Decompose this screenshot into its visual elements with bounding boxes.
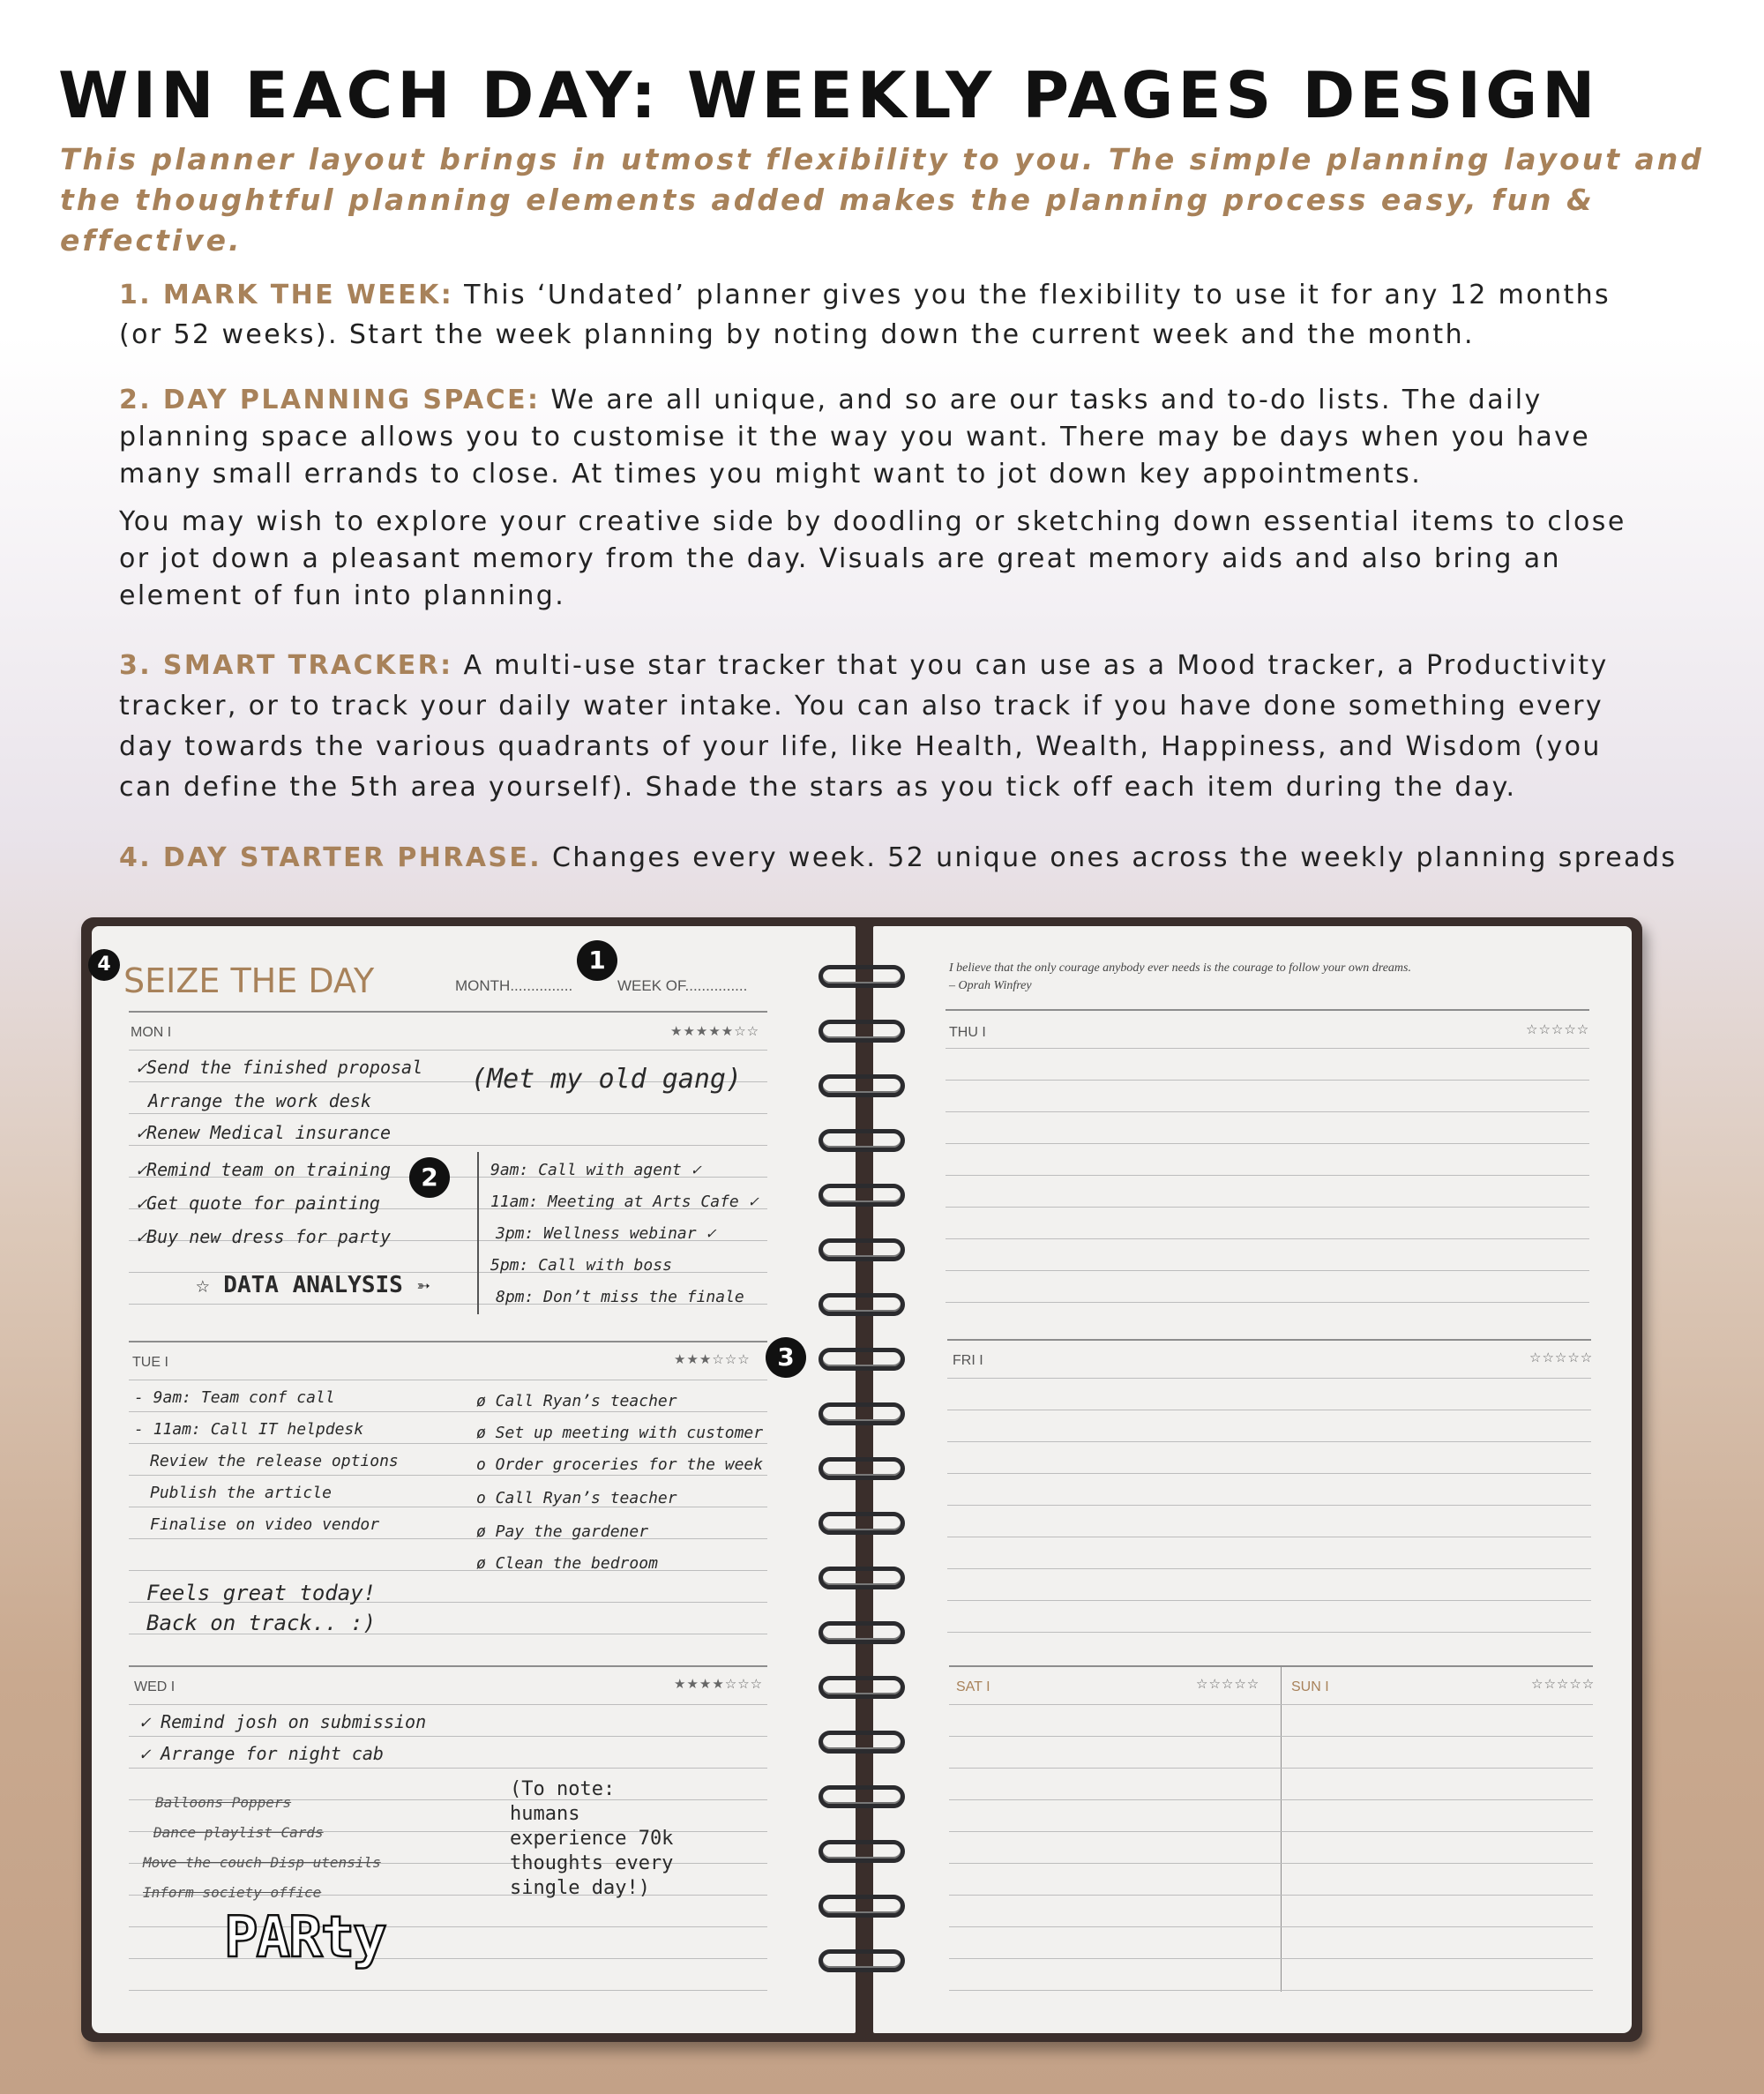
planner-right-page bbox=[873, 926, 1632, 2033]
week-of-label: WEEK OF............... bbox=[617, 977, 748, 994]
day-label-sun: SUN I bbox=[1291, 1679, 1329, 1694]
feature-day-planning-space bbox=[119, 382, 1645, 615]
star-tracker-fri[interactable]: ☆☆☆☆☆ bbox=[1529, 1350, 1594, 1365]
task-mon-6: ✓Buy new dress for party bbox=[136, 1226, 391, 1247]
task-tue-4: Publish the article bbox=[150, 1484, 332, 1502]
appt-mon-2: 11am: Meeting at Arts Cafe ✓ bbox=[490, 1193, 759, 1211]
planner-left-page bbox=[92, 926, 856, 2033]
quote-text: I believe that the only courage anybody ever needs is the courage to follow your own dreams. bbox=[949, 961, 1411, 975]
star-tracker-mon[interactable]: ★★★★★☆☆ bbox=[670, 1023, 760, 1039]
todo-tue-3: o Order groceries for the week bbox=[476, 1455, 764, 1474]
note-mon: (Met my old gang) bbox=[471, 1064, 743, 1095]
page-title: WIN EACH DAY: WEEKLY PAGES DESIGN bbox=[58, 58, 1600, 132]
task-tue-2: - 11am: Call IT helpdesk bbox=[134, 1420, 364, 1439]
task-mon-1: ✓Send the finished proposal bbox=[136, 1057, 423, 1078]
day-label-mon: MON I bbox=[131, 1025, 172, 1040]
planner-heading: SEIZE THE DAY bbox=[123, 961, 375, 1000]
feature-mark-the-week bbox=[119, 275, 1645, 355]
badge-2: 2 bbox=[409, 1157, 450, 1198]
day-label-tue: TUE I bbox=[132, 1355, 168, 1370]
todo-tue-4: o Call Ryan’s teacher bbox=[476, 1489, 677, 1507]
note-wed-5: single day!) bbox=[510, 1877, 650, 1899]
note-tue-2: Back on track.. :) bbox=[146, 1611, 377, 1635]
feature-text: A multi-use star tracker that you can use as a Mood tracker, a Productivity tracker, or to track your daily water intake. You can also track if you have done something every day towards the various quadrants of your life, like Health, Wealth, Happiness, and Wisdom (you can define the 5th area yourself). Shade the stars as you tick off each item during the day. bbox=[119, 650, 1609, 803]
star-tracker-wed[interactable]: ★★★★☆☆☆ bbox=[674, 1676, 764, 1692]
day-label-fri: FRI I bbox=[953, 1353, 983, 1368]
task-mon-5: ✓Get quote for painting bbox=[136, 1193, 380, 1214]
quote-author: – Oprah Winfrey bbox=[949, 979, 1032, 992]
note-tue-1: Feels great today! bbox=[146, 1581, 377, 1605]
day-label-wed: WED I bbox=[134, 1679, 176, 1694]
badge-1: 1 bbox=[577, 940, 617, 981]
struck-wed-1: Balloons Poppers bbox=[155, 1794, 292, 1811]
feature-text: Changes every week. 52 unique ones across the weekly planning spreads bbox=[552, 842, 1678, 873]
task-mon-2: Arrange the work desk bbox=[148, 1090, 371, 1111]
feature-text: We are all unique, and so are our tasks and to-do lists. The daily planning space allows you to customise it the way you want. There may be days when you have many small errands to close. At times you might want to jot down key appointments. bbox=[119, 385, 1591, 490]
badge-3: 3 bbox=[766, 1337, 806, 1378]
badge-4: 4 bbox=[88, 949, 120, 981]
todo-tue-6: ø Clean the bedroom bbox=[476, 1554, 658, 1573]
month-label: MONTH............... bbox=[455, 977, 573, 994]
feature-label: 3. SMART TRACKER: bbox=[119, 650, 453, 681]
todo-tue-2: ø Set up meeting with customer bbox=[476, 1424, 764, 1442]
appt-mon-4: 5pm: Call with boss bbox=[490, 1256, 672, 1275]
task-mon-3: ✓Renew Medical insurance bbox=[136, 1122, 391, 1143]
task-tue-5: Finalise on video vendor bbox=[150, 1515, 380, 1534]
feature-label: 4. DAY STARTER PHRASE. bbox=[119, 842, 542, 873]
day-label-thu: THU I bbox=[949, 1025, 986, 1040]
todo-tue-1: ø Call Ryan’s teacher bbox=[476, 1392, 677, 1410]
note-wed-3: experience 70k bbox=[510, 1828, 674, 1850]
spiral-binding bbox=[818, 961, 916, 2002]
star-tracker-sat[interactable]: ☆☆☆☆☆ bbox=[1196, 1676, 1260, 1692]
appt-mon-3: 3pm: Wellness webinar ✓ bbox=[496, 1224, 716, 1243]
page-subtitle: This planner layout brings in utmost flexibility to you. The simple planning layout and the thoughtful planning elements added makes the planning process easy, fun & effective. bbox=[60, 142, 1704, 258]
appt-mon-1: 9am: Call with agent ✓ bbox=[490, 1161, 701, 1179]
divider bbox=[129, 1011, 767, 1013]
feature-text-2: You may wish to explore your creative side by doodling or sketching down essential items to close or jot down a pleasant memory from the day. Visuals are great memory aids and also bring an element of fun into planning. bbox=[119, 506, 1626, 611]
task-wed-2: ✓ Arrange for night cab bbox=[139, 1743, 384, 1764]
appt-mon-5: 8pm: Don’t miss the finale bbox=[496, 1288, 744, 1306]
doodle-data-analysis: ☆ DATA ANALYSIS ➳ bbox=[196, 1272, 431, 1298]
task-mon-4: ✓Remind team on training bbox=[136, 1159, 391, 1180]
feature-smart-tracker bbox=[119, 646, 1645, 808]
struck-wed-3: Move the couch Disp utensils bbox=[143, 1854, 381, 1871]
star-tracker-thu[interactable]: ☆☆☆☆☆ bbox=[1526, 1021, 1590, 1037]
feature-label: 2. DAY PLANNING SPACE: bbox=[119, 385, 541, 415]
struck-wed-4: Inform society office bbox=[143, 1884, 322, 1901]
task-wed-1: ✓ Remind josh on submission bbox=[139, 1711, 427, 1732]
note-wed-4: thoughts every bbox=[510, 1852, 674, 1874]
task-tue-1: - 9am: Team conf call bbox=[134, 1388, 335, 1407]
sat-sun-divider bbox=[1281, 1665, 1282, 1992]
note-wed-2: humans bbox=[510, 1803, 580, 1825]
struck-wed-2: Dance playlist Cards bbox=[153, 1824, 324, 1841]
appointment-divider bbox=[477, 1152, 479, 1314]
feature-day-starter bbox=[119, 838, 1751, 878]
star-tracker-tue[interactable]: ★★★☆☆☆ bbox=[674, 1351, 751, 1367]
feature-label: 1. MARK THE WEEK: bbox=[119, 280, 454, 310]
feature-text: This ‘Undated’ planner gives you the flexibility to use it for any 12 months (or 52 weeks). Start the week planning by noting down the current week and the month. bbox=[119, 280, 1611, 350]
day-label-sat: SAT I bbox=[956, 1679, 990, 1694]
task-tue-3: Review the release options bbox=[150, 1452, 399, 1470]
note-wed-1: (To note: bbox=[510, 1778, 616, 1800]
todo-tue-5: ø Pay the gardener bbox=[476, 1522, 649, 1541]
star-tracker-sun[interactable]: ☆☆☆☆☆ bbox=[1531, 1676, 1596, 1692]
doodle-party: PARty bbox=[224, 1905, 385, 1971]
